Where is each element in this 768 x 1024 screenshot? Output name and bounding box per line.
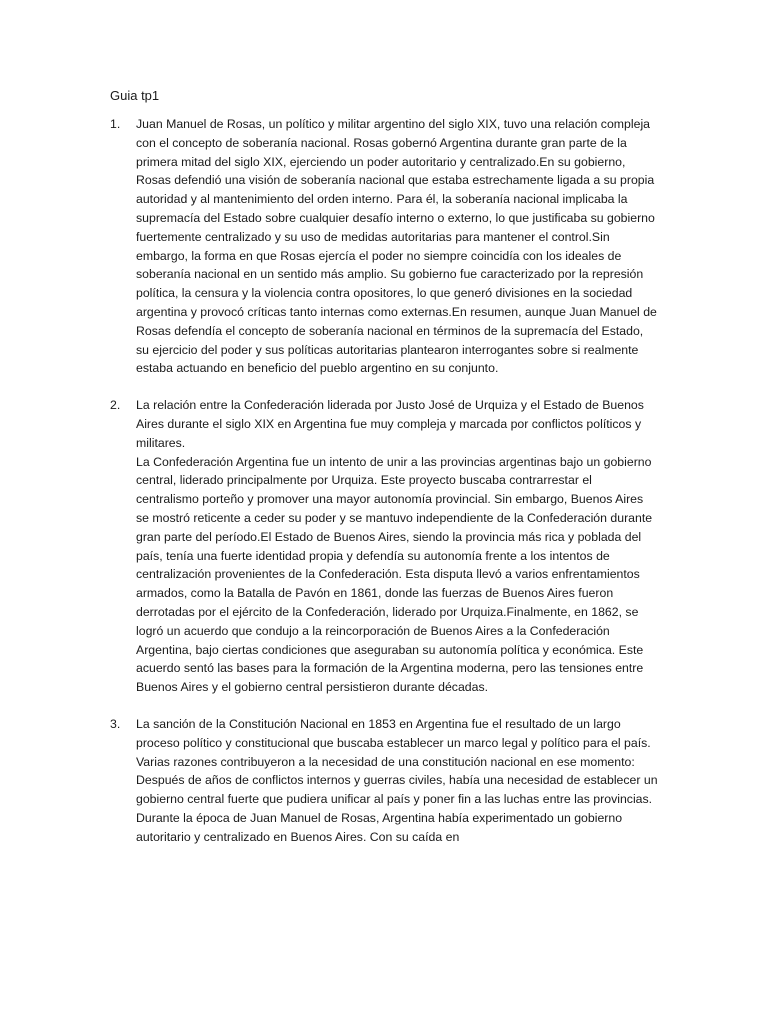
list-item-number: 3. <box>110 716 121 731</box>
paragraph: Juan Manuel de Rosas, un político y militar argentino del siglo XIX, tuvo una relación compleja con el concepto de soberanía nacional. Rosas gobernó Argentina durante gran parte de la primera mitad del siglo XIX, ejerciendo un poder autoritario y centralizado.En su gobierno, Rosas defendió una visión de soberanía nacional que estaba estrechamente ligada a su propia autoridad y al mantenimiento del orden interno. Para él, la soberanía nacional implicaba la supremacía del Estado sobre cualquier desafío interno o externo, lo que justificaba su gobierno fuertemente centralizado y su uso de medidas autoritarias para mantener el control.Sin embargo, la forma en que Rosas ejercía el poder no siempre coincidía con los ideales de soberanía nacional en un sentido más amplio. Su gobierno fue caracterizado por la represión política, la censura y la violencia contra opositores, lo que generó divisiones en la sociedad argentina y provocó críticas tanto internas como externas.En resumen, aunque Juan Manuel de Rosas defendía el concepto de soberanía nacional en términos de la supremacía del Estado, su ejercicio del poder y sus políticas autoritarias plantearon interrogantes sobre si realmente estaba actuando en beneficio del pueblo argentino en su conjunto. <box>136 117 657 376</box>
paragraph: La sanción de la Constitución Nacional en 1853 en Argentina fue el resultado de un largo proceso político y constitucional que buscaba establecer un marco legal y político para el país. Varias razones contribuyeron a la necesidad de una constitución nacional en ese momento: <box>136 716 651 769</box>
numbered-list <box>110 115 658 864</box>
paragraph: La relación entre la Confederación liderada por Justo José de Urquiza y el Estado de Buenos Aires durante el siglo XIX en Argentina fue muy compleja y marcada por conflictos políticos y militares. <box>136 398 644 450</box>
list-item-body <box>136 396 658 697</box>
paragraph: Después de años de conflictos internos y guerras civiles, había una necesidad de establecer un gobierno central fuerte que pudiera unificar al país y poner fin a las luchas entre las provincias. Durante la época de Juan Manuel de Rosas, Argentina había experimentado un gobierno autoritario y centralizado en Buenos Aires. Con su caída en <box>136 773 658 844</box>
list-item <box>110 396 658 697</box>
list-item-number: 1. <box>110 117 121 131</box>
list-item-number: 2. <box>110 398 121 413</box>
paragraph: La Confederación Argentina fue un intento de unir a las provincias argentinas bajo un gobierno central, liderado principalmente por Urquiza. Este proyecto buscaba contrarrestar el centralismo porteño y promover una mayor autonomía provincial. Sin embargo, Buenos Aires se mostró reticente a ceder su poder y se mantuvo independiente de la Confederación durante gran parte del período.El Estado de Buenos Aires, siendo la provincia más rica y poblada del país, tenía una fuerte identidad propia y defendía su autonomía frente a los intentos de centralización provenientes de la Confederación. Esta disputa llevó a varios enfrentamientos armados, como la Batalla de Pavón en 1861, donde las fuerzas de Buenos Aires fueron derrotadas por el ejército de la Confederación, liderado por Urquiza.Finalmente, en 1862, se logró un acuerdo que condujo a la reincorporación de Buenos Aires a la Confederación Argentina, bajo ciertas condiciones que aseguraban su autonomía política y económica. Este acuerdo sentó las bases para la formación de la Argentina moderna, pero las tensiones entre Buenos Aires y el gobierno central persistieron durante décadas. <box>136 454 653 695</box>
list-item <box>110 715 658 847</box>
list-item-body <box>136 715 658 847</box>
list-item <box>110 115 658 378</box>
list-item-body <box>136 115 658 378</box>
document-title: Guia tp1 <box>110 88 160 103</box>
